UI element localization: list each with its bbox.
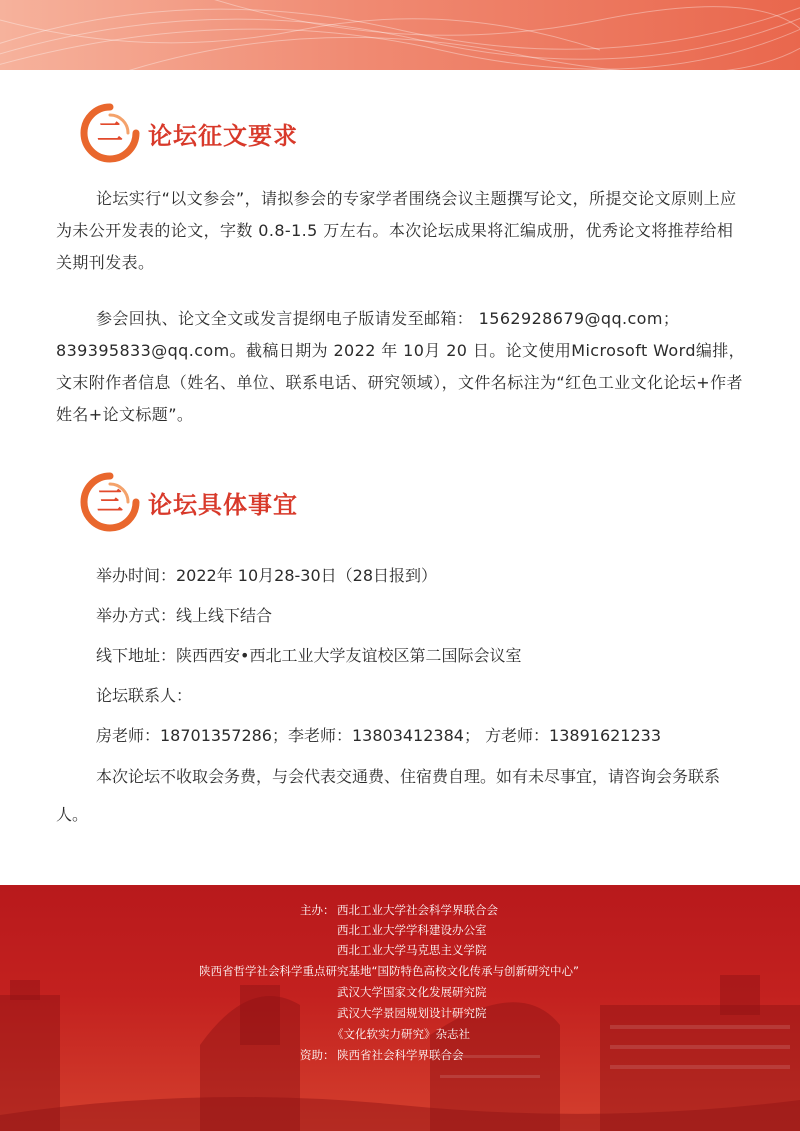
paragraph-email: 参会回执、论文全文或发言提纲电子版请发至邮箱： 1562928679@qq.com；839395833@qq.com。截稿日期为 2022 年 10月 20 日。论文使用Microsoft Word编排，文末附作者信息（姓名、单位、联系电话、研究领域），文件名标注为“红色工业文化论坛+作者姓名+论文标题”。 (56, 309, 746, 424)
contact-list: 房老师：18701357286；李老师：13803412384； 方老师：13891621233 (96, 726, 662, 745)
section-header-2 (80, 103, 480, 163)
contact-label: 论坛联系人： (96, 686, 193, 705)
sponsor-org: 陕西省社会科学界联合会 (337, 1048, 464, 1062)
host-org: 西北工业大学社会科学界联合会 (337, 903, 498, 917)
banner-wave-decoration (0, 0, 800, 70)
host-org: 西北工业大学学科建设办公室 (337, 923, 487, 937)
event-note: 本次论坛不收取会务费，与会代表交通费、住宿费自理。如有未尽事宜，请咨询会务联系人。 (56, 767, 721, 824)
host-org: 西北工业大学马克思主义学院 (337, 943, 487, 957)
footer (0, 885, 800, 1131)
event-mode: 举办方式：线上线下结合 (96, 606, 273, 625)
host-label: 主办： (300, 903, 335, 917)
section-title: 论坛征文要求 (148, 122, 298, 150)
section-header-3 (80, 472, 480, 532)
event-address: 线下地址：陕西西安•西北工业大学友谊校区第二国际会议室 (96, 646, 522, 665)
section-number: 三 (96, 487, 123, 517)
section-number: 二 (96, 118, 123, 148)
section-title: 论坛具体事宜 (148, 491, 298, 519)
top-banner (0, 0, 800, 70)
host-org: 武汉大学景园规划设计研究院 (337, 1006, 487, 1020)
event-time: 举办时间：2022年 10月28-30日（28日报到） (96, 566, 438, 585)
host-org: 武汉大学国家文化发展研究院 (337, 985, 487, 999)
sponsor-label: 资助： (300, 1048, 335, 1062)
paragraph-submission: 论坛实行“以文参会”，请拟参会的专家学者围绕会议主题撰写论文，所提交论文原则上应为未公开发表的论文，字数 0.8-1.5 万左右。本次论坛成果将汇编成册，优秀论文将推荐给相关期刊发表。 (56, 189, 737, 272)
host-org: 陕西省哲学社会科学重点研究基地“国防特色高校文化传承与创新研究中心” (199, 964, 579, 978)
host-org: 《文化软实力研究》杂志社 (332, 1027, 470, 1041)
